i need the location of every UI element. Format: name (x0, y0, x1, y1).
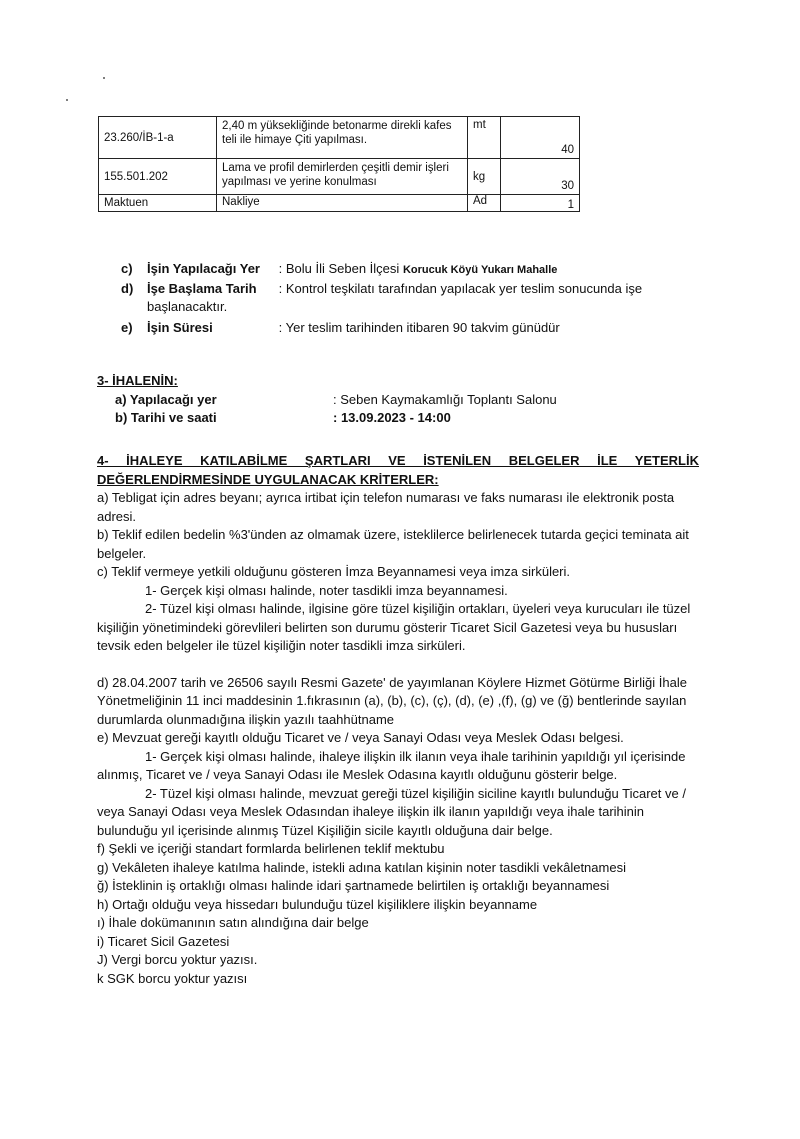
criteria-item-j: J) Vergi borcu yoktur yazısı. (97, 952, 258, 967)
start-date-row (121, 280, 681, 299)
table-row (99, 159, 580, 195)
criteria-item-i: i) Ticaret Sicil Gazetesi (97, 933, 230, 949)
work-location-detail: Korucuk Köyü Yukarı Mahalle (402, 264, 558, 276)
table-row (99, 117, 580, 159)
table-row (99, 195, 580, 212)
criteria-heading: 4- İHALEYE KATILABİLME ŞARTLARI VE İSTENİLEN BELGELER İLE YETERLİK DEĞERLENDİRMESİNDE UYGULANACAK KRİTERLER: (97, 453, 699, 487)
tender-place-row (97, 391, 697, 410)
duration-value: : Yer teslim tarihinden itibaren 90 takvim günüdür (278, 319, 560, 335)
item-description: Nakliye (217, 195, 468, 212)
item-description: 2,40 m yüksekliğinde betonarme direkli kafes teli ile himaye Çiti yapılması. (217, 117, 468, 159)
tender-heading: 3- İHALENİN: (97, 373, 178, 388)
criteria-section (97, 452, 699, 988)
criteria-item-h: h) Ortağı olduğu veya hissedarı bulunduğu tüzel kişiliklere ilişkin beyanname (97, 896, 538, 912)
criteria-item-f: f) Şekli ve içeriği standart formlarda belirlenen teklif mektubu (97, 841, 445, 856)
item-quantity: 30 (501, 159, 580, 195)
item-quantity: 40 (501, 117, 580, 159)
start-date-value: : Kontrol teşkilatı tarafından yapılacak yer teslim sonucunda işe (278, 280, 643, 296)
criteria-item-e2: 2- Tüzel kişi olması halinde, mevzuat gereği tüzel kişiliğin siciline kayıtlı bulunduğu Ticaret ve / veya Sanayi Odası veya Meslek Odasından ihaleye ilişkin ilk ilanın yapıldığı veya ihale tarihinin bulunduğu yıl içerisinde alınmış Tüzel Kişiliğin sicile kayıtlı olduğuna dair belge. (97, 785, 686, 838)
start-date-label: İşe Başlama Tarih (147, 280, 257, 296)
scan-speck (66, 99, 68, 101)
items-table (98, 116, 580, 212)
duration-letter: e) (121, 319, 133, 335)
spacer (97, 656, 699, 674)
criteria-item-b: b) Teklif edilen bedelin %3'ünden az olmamak üzere, isteklilerce belirlenecek tutarda geçici teminata ait belgeler. (97, 527, 689, 561)
criteria-item-e1: 1- Gerçek kişi olması halinde, ihaleye ilişkin ilk ilanın veya ihale tarihinin yapıldığı yıl içerisinde alınmış, Ticaret ve / veya Sanayi Odası ile Meslek Odasına kayıtlı olduğunu gösterir belge. (97, 748, 686, 782)
criteria-item-k: k SGK borcu yoktur yazısı (97, 970, 248, 986)
criteria-item-c2: 2- Tüzel kişi olması halinde, ilgisine göre tüzel kişiliğin ortakları, üyeleri veya kurucuları ile tüzel kişiliğin yönetimindeki görevlileri belirten son durumu gösterir Ticaret Sicil Gazetesi veya bu hususları tevsik eden belgeler ile tüzel kişiliğin noter tasdikli imza sirküleri. (97, 601, 691, 653)
duration-label: İşin Süresi (147, 319, 213, 335)
criteria-item-c1: 1- Gerçek kişi olması halinde, noter tasdikli imza beyannamesi. (145, 582, 508, 598)
item-code: 155.501.202 (99, 159, 217, 195)
criteria-item-a: a) Tebligat için adres beyanı; ayrıca irtibat için telefon numarası ve faks numarası ile elektronik posta adresi. (97, 490, 675, 524)
work-location-row (121, 260, 681, 280)
item-unit: kg (468, 159, 501, 195)
work-location-letter: c) (121, 261, 133, 276)
tender-date-value: : 13.09.2023 - 14:00 (333, 410, 451, 425)
tender-place-label: a) Yapılacağı yer (115, 391, 217, 407)
tender-place-value: : Seben Kaymakamlığı Toplantı Salonu (333, 391, 557, 407)
work-location-value: : Bolu İli Seben İlçesi (278, 261, 400, 276)
criteria-item-g: g) Vekâleten ihaleye katılma halinde, istekli adına katılan kişinin noter tasdikli vekâletnamesi (97, 859, 626, 875)
item-unit: mt (468, 117, 501, 159)
tender-date-label: b) Tarihi ve saati (115, 410, 217, 425)
scan-speck (103, 77, 105, 79)
criteria-item-d: d) 28.04.2007 tarih ve 26506 sayılı Resmi Gazete' de yayımlanan Köylere Hizmet Götürme Birliği İhale Yönetmeliğinin 11 inci maddesinin 1.fıkrasının (a), (b), (c), (ç), (d), (e) ,(f), (g) ve (ğ) bentlerinde sayılan durumlarda olunmadığına ilişkin yazılı taahhütname (97, 674, 687, 727)
criteria-item-gg: ğ) İsteklinin iş ortaklığı olması halinde idari şartnamede belirtilen iş ortaklığı beyannamesi (97, 878, 610, 893)
start-date-continuation: başlanacaktır. (147, 299, 228, 314)
duration-row (121, 319, 681, 338)
item-code: 23.260/İB-1-a (99, 117, 217, 159)
criteria-item-e: e) Mevzuat gereği kayıtlı olduğu Ticaret ve / veya Sanayi Odası veya Meslek Odası belgesi. (97, 730, 624, 745)
item-description: Lama ve profil demirlerden çeşitli demir işleri yapılması ve yerine konulması (217, 159, 468, 195)
criteria-item-i-dotless: ı) İhale dokümanının satın alındığına dair belge (97, 915, 369, 930)
work-details (121, 260, 681, 337)
item-quantity: 1 (501, 195, 580, 212)
item-code: Maktuen (99, 195, 217, 212)
tender-date-row (97, 409, 697, 428)
item-unit: Ad (468, 195, 501, 212)
work-location-label: İşin Yapılacağı Yer (147, 261, 260, 276)
tender-section (97, 372, 697, 428)
criteria-item-c: c) Teklif vermeye yetkili olduğunu gösteren İmza Beyannamesi veya imza sirküleri. (97, 564, 571, 579)
start-date-letter: d) (121, 280, 134, 296)
